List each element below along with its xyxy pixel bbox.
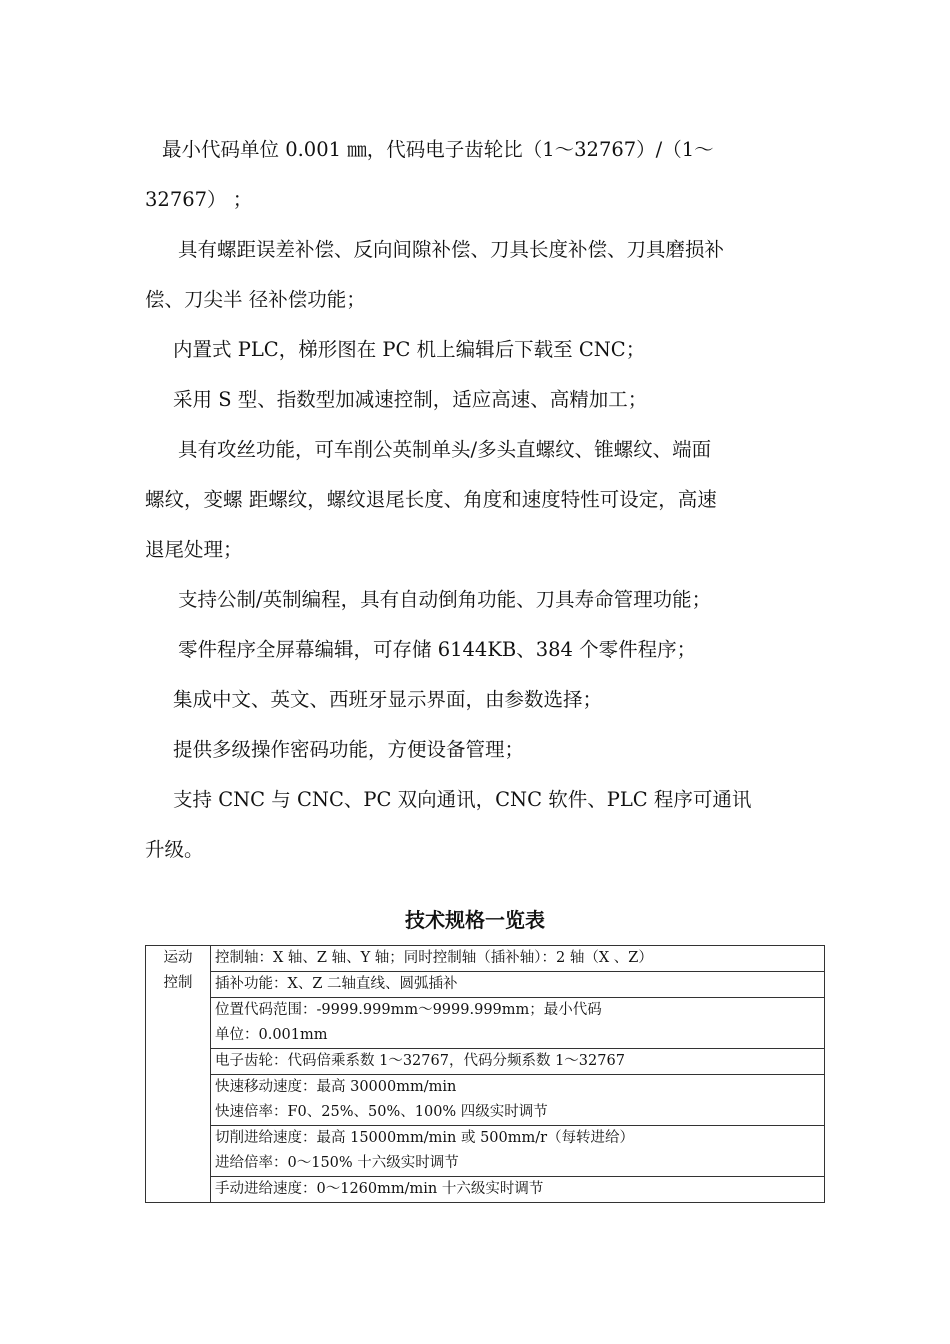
spec-line: 手动进给速度：0～1260mm/min 十六级实时调节 — [215, 1181, 544, 1197]
spec-cell-rapid-speed — [211, 1075, 825, 1126]
table-row — [146, 1177, 825, 1203]
category-line-1: 运动 — [163, 950, 193, 966]
spec-line: 单位：0.001mm — [215, 1027, 328, 1043]
spec-line: 进给倍率：0～150% 十六级实时调节 — [215, 1155, 459, 1171]
paragraph-acceleration: 采用 S 型、指数型加减速控制，适应高速、高精加工； — [173, 388, 648, 411]
spec-cell-interpolation — [211, 972, 825, 998]
spec-line: 快速倍率：F0、25%、50%、100% 四级实时调节 — [215, 1104, 548, 1120]
paragraph-compensation: 具有螺距误差补偿、反向间隙补偿、刀具长度补偿、刀具磨损补 — [178, 238, 725, 261]
category-cell — [146, 946, 211, 1203]
table-row — [146, 998, 825, 1049]
paragraph-storage: 零件程序全屏幕编辑，可存储 6144KB、384 个零件程序； — [178, 638, 697, 661]
spec-line: 切削进给速度：最高 15000mm/min 或 500mm/r（每转进给） — [215, 1130, 635, 1146]
spec-cell-position-range — [211, 998, 825, 1049]
table-row — [146, 946, 825, 972]
spec-cell-electronic-gear — [211, 1049, 825, 1075]
table-row — [146, 1126, 825, 1177]
paragraph-min-code-unit-cont: 32767） ； — [145, 188, 253, 211]
paragraph-password: 提供多级操作密码功能，方便设备管理； — [173, 738, 525, 761]
paragraph-communication: 支持 CNC 与 CNC、PC 双向通讯，CNC 软件、PLC 程序可通讯 — [173, 788, 752, 811]
spec-cell-axes — [211, 946, 825, 972]
spec-line: 位置代码范围：-9999.999mm～9999.999mm；最小代码 — [215, 1002, 602, 1018]
table-row — [146, 1049, 825, 1075]
spec-line: 控制轴：X 轴、Z 轴、Y 轴；同时控制轴（插补轴）：2 轴（X 、Z） — [215, 950, 653, 966]
spec-cell-manual-feed — [211, 1177, 825, 1203]
paragraph-threading: 具有攻丝功能，可车削公英制单头/多头直螺纹、锥螺纹、端面 — [178, 438, 712, 461]
table-title: 技术规格一览表 — [405, 908, 545, 932]
spec-line: 快速移动速度：最高 30000mm/min — [215, 1079, 457, 1095]
paragraph-compensation-cont: 偿、刀尖半 径补偿功能； — [145, 288, 366, 311]
paragraph-min-code-unit: 最小代码单位 0.001 ㎜，代码电子齿轮比（1～32767）/（1～ — [162, 138, 714, 161]
paragraph-language: 集成中文、英文、西班牙显示界面，由参数选择； — [173, 688, 603, 711]
table-row — [146, 1075, 825, 1126]
spec-line: 插补功能：X、Z 二轴直线、圆弧插补 — [215, 976, 458, 992]
category-line-2: 控制 — [163, 975, 193, 991]
paragraph-threading-cont2: 退尾处理； — [145, 538, 243, 561]
spec-table — [145, 945, 825, 1203]
spec-line: 电子齿轮：代码倍乘系数 1～32767，代码分频系数 1～32767 — [215, 1053, 625, 1069]
table-row — [146, 972, 825, 998]
paragraph-programming: 支持公制/英制编程，具有自动倒角功能、刀具寿命管理功能； — [178, 588, 712, 611]
paragraph-threading-cont1: 螺纹，变螺 距螺纹，螺纹退尾长度、角度和速度特性可设定，高速 — [145, 488, 717, 511]
spec-cell-feed-speed — [211, 1126, 825, 1177]
paragraph-plc: 内置式 PLC，梯形图在 PC 机上编辑后下载至 CNC； — [173, 338, 646, 361]
paragraph-communication-cont: 升级。 — [145, 838, 204, 861]
